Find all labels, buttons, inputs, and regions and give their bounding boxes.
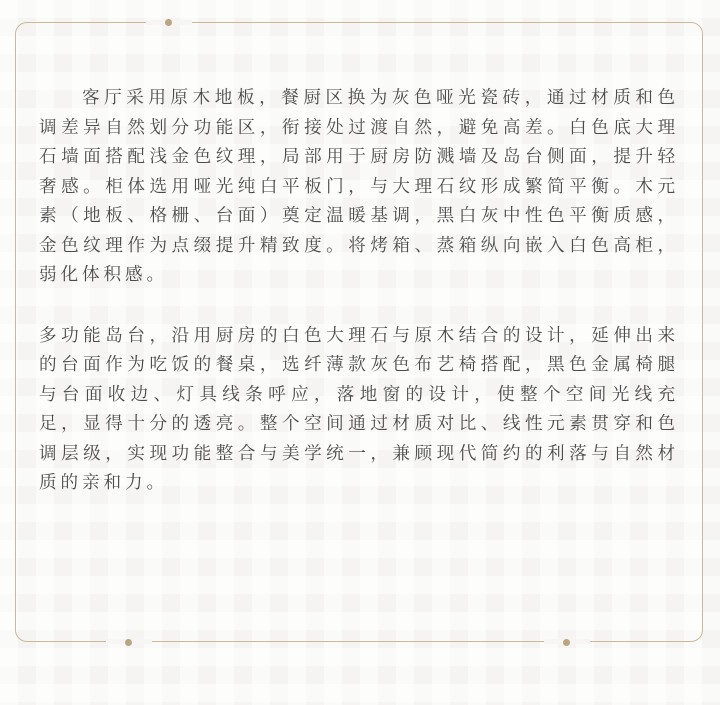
paragraph-living-dining: 客厅采用原木地板，餐厨区换为灰色哑光瓷砖，通过材质和色调差异自然划分功能区，衔接处过渡自然，避免高差。白色底大理石墙面搭配浅金色纹理，局部用于厨房防溅墙及岛台侧面，提升轻奢感。柜体选用哑光纯白平板门，与大理石纹形成繁简平衡。木元素（地板、格栅、台面）奠定温暖基调，黑白灰中性色平衡质感，金色纹理作为点缀提升精致度。将烤箱、蒸箱纵向嵌入白色高柜，弱化体积感。 xyxy=(39,88,679,285)
decorative-dot-bottom-left xyxy=(125,639,132,646)
decorative-dot-top xyxy=(165,19,172,26)
article-body xyxy=(39,84,679,499)
paragraph-island: 多功能岛台，沿用厨房的白色大理石与原木结合的设计，延伸出来的台面作为吃饭的餐桌，选纤薄款灰色布艺椅搭配，黑色金属椅腿与台面收边、灯具线条呼应，落地窗的设计，使整个空间光线充足，显得十分的透亮。整个空间通过材质对比、线性元素贯穿和色调层级，实现功能整合与美学统一，兼顾现代简约的利落与自然材质的亲和力。 xyxy=(39,325,679,493)
decorative-dot-bottom-right xyxy=(563,639,570,646)
